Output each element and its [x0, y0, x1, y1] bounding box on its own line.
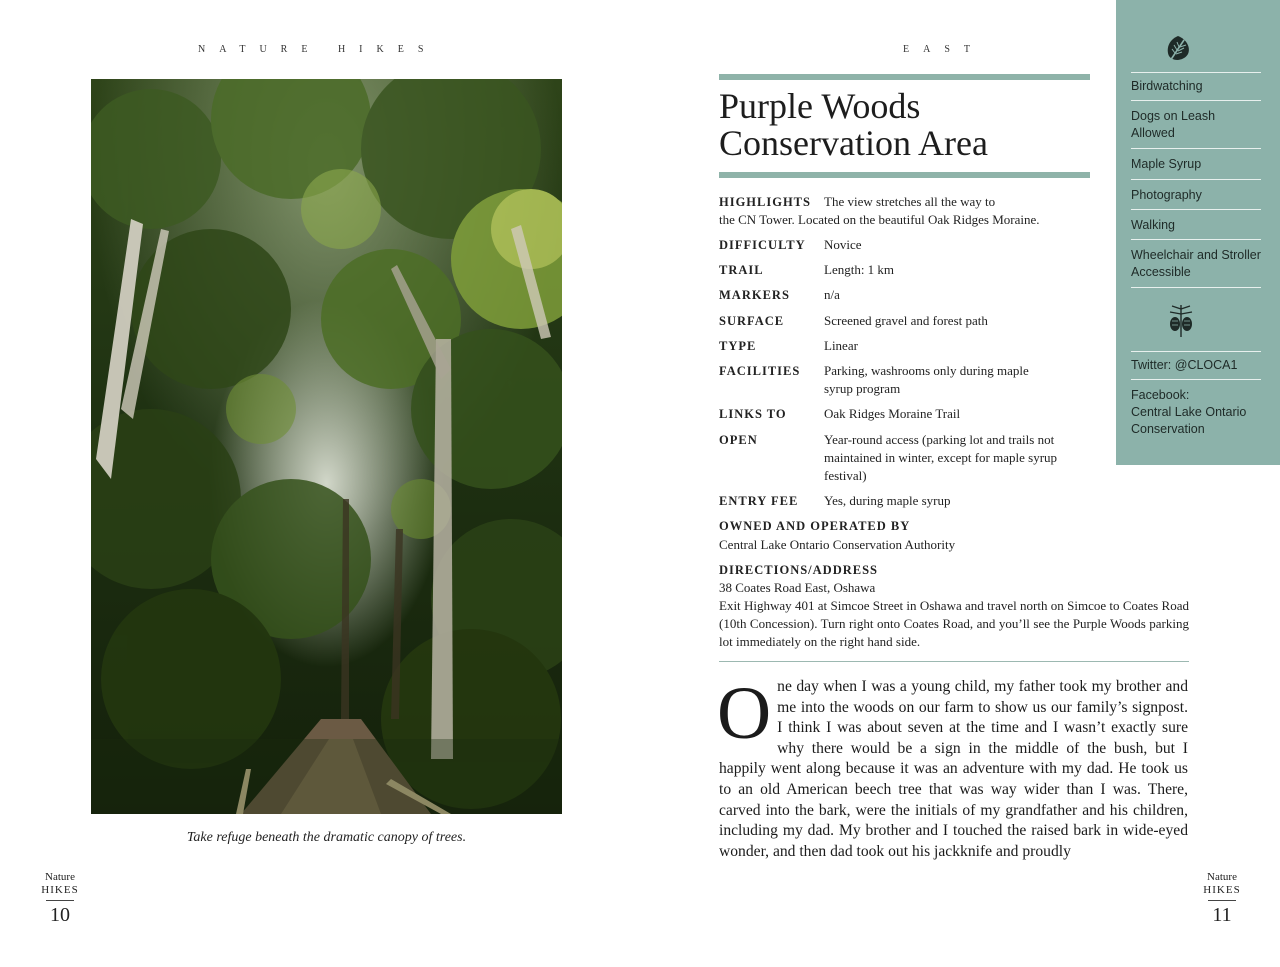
- surface-label: SURFACE: [719, 314, 785, 328]
- activity-dogs-on-leash: Dogs on Leash Allowed: [1131, 109, 1216, 140]
- sidebar-rule: [1131, 239, 1261, 240]
- sidebar-rule: [1131, 72, 1261, 73]
- folio-right-line1: Nature: [1207, 871, 1237, 883]
- folio-right-rule: [1208, 900, 1236, 901]
- markers-value: n/a: [824, 287, 840, 302]
- photo-caption: Take refuge beneath the dramatic canopy of trees.: [186, 830, 467, 845]
- sidebar-rule: [1131, 351, 1261, 352]
- links-to-value: Oak Ridges Moraine Trail: [824, 406, 961, 421]
- facebook-value[interactable]: Central Lake Ontario Conservation: [1131, 405, 1247, 436]
- page-title: [719, 88, 1099, 162]
- page-title-line2: Conservation Area: [719, 123, 988, 163]
- highlights-line2: the CN Tower. Located on the beautiful Oak Ridges Moraine.: [719, 212, 1040, 227]
- pinecone-branch-icon: [1166, 304, 1196, 338]
- open-value: Year-round access (parking lot and trails not maintained in winter, except for maple syrup festival): [824, 432, 1058, 483]
- folio-left-rule: [46, 900, 74, 901]
- folio-left: [40, 871, 80, 925]
- page-number-right: 11: [1212, 904, 1232, 926]
- activity-photography: Photography: [1131, 188, 1202, 202]
- section-divider: [719, 661, 1189, 662]
- owned-value: Central Lake Ontario Conservation Authority: [719, 537, 956, 552]
- leaf-icon: [1164, 34, 1192, 64]
- type-value: Linear: [824, 338, 858, 353]
- links-to-label: LINKS TO: [719, 407, 787, 421]
- running-head-right: EAST: [903, 44, 984, 55]
- folio-right-line2: HIKES: [1203, 884, 1241, 896]
- forest-photo: [91, 79, 562, 814]
- directions-address: 38 Coates Road East, Oshawa: [719, 580, 876, 595]
- open-label: OPEN: [719, 433, 758, 447]
- activity-accessible: Wheelchair and Stroller Accessible: [1131, 248, 1261, 279]
- facilities-value: Parking, washrooms only during maple syrup program: [824, 363, 1029, 396]
- folio-right: [1202, 871, 1242, 925]
- facebook-label: Facebook:: [1131, 388, 1190, 402]
- running-head-left: NATURE HIKES: [198, 44, 438, 55]
- forest-photo-illustration: [91, 79, 562, 814]
- surface-value: Screened gravel and forest path: [824, 313, 988, 328]
- owned-label: OWNED AND OPERATED BY: [719, 519, 911, 533]
- entry-fee-label: ENTRY FEE: [719, 494, 799, 508]
- type-label: TYPE: [719, 339, 757, 353]
- trail-label: TRAIL: [719, 263, 764, 277]
- entry-fee-value: Yes, during maple syrup: [824, 493, 951, 508]
- sidebar-rule: [1131, 287, 1261, 288]
- page-number-left: 10: [50, 904, 70, 926]
- page-title-line1: Purple Woods: [719, 86, 921, 126]
- trail-value: Length: 1 km: [824, 262, 895, 277]
- highlights-label: HIGHLIGHTS: [719, 195, 811, 209]
- directions-text: Exit Highway 401 at Simcoe Street in Oshawa and travel north on Simcoe to Coates Road (10th Concession). Turn right onto Coates Road, and you’ll see the Purple Woods parking lot immediately on the right hand side.: [719, 598, 1189, 649]
- markers-label: MARKERS: [719, 288, 790, 302]
- sidebar-rule: [1131, 379, 1261, 380]
- title-rule-bottom: [719, 172, 1090, 178]
- sidebar-rule: [1131, 148, 1261, 149]
- sidebar-rule: [1131, 179, 1261, 180]
- highlights-line1: The view stretches all the way to: [824, 194, 996, 209]
- facilities-label: FACILITIES: [719, 364, 801, 378]
- drop-cap: O: [717, 672, 772, 755]
- directions-label: DIRECTIONS/ADDRESS: [719, 563, 879, 577]
- activities-sidebar: [1116, 0, 1280, 465]
- folio-left-line2: HIKES: [41, 884, 79, 896]
- activity-maple-syrup: Maple Syrup: [1131, 157, 1202, 171]
- twitter-handle[interactable]: Twitter: @CLOCA1: [1131, 358, 1238, 372]
- sidebar-rule: [1131, 209, 1261, 210]
- difficulty-label: DIFFICULTY: [719, 238, 806, 252]
- story-text: ne day when I was a young child, my father took my brother and me into the woods on our farm to show us our family’s signpost. I think I was about seven at the time and I wasn’t exactly sure why there would be a sign in the middle of the bush, but I happily went along because it was an adventure with my dad. He took us to an old American beech tree that was way wider than I was. There, carved into the bark, were the initials of my grandfather and his children, including my dad. My brother and I touched the raised bark in wide-eyed wonder, and then dad took out his jackknife and proudly: [719, 678, 1188, 860]
- difficulty-value: Novice: [824, 237, 862, 252]
- activity-walking: Walking: [1131, 218, 1175, 232]
- activity-birdwatching: Birdwatching: [1131, 79, 1203, 93]
- folio-left-line1: Nature: [45, 871, 75, 883]
- story-paragraph: [717, 672, 1188, 862]
- title-rule-top: [719, 74, 1090, 80]
- sidebar-rule: [1131, 100, 1261, 101]
